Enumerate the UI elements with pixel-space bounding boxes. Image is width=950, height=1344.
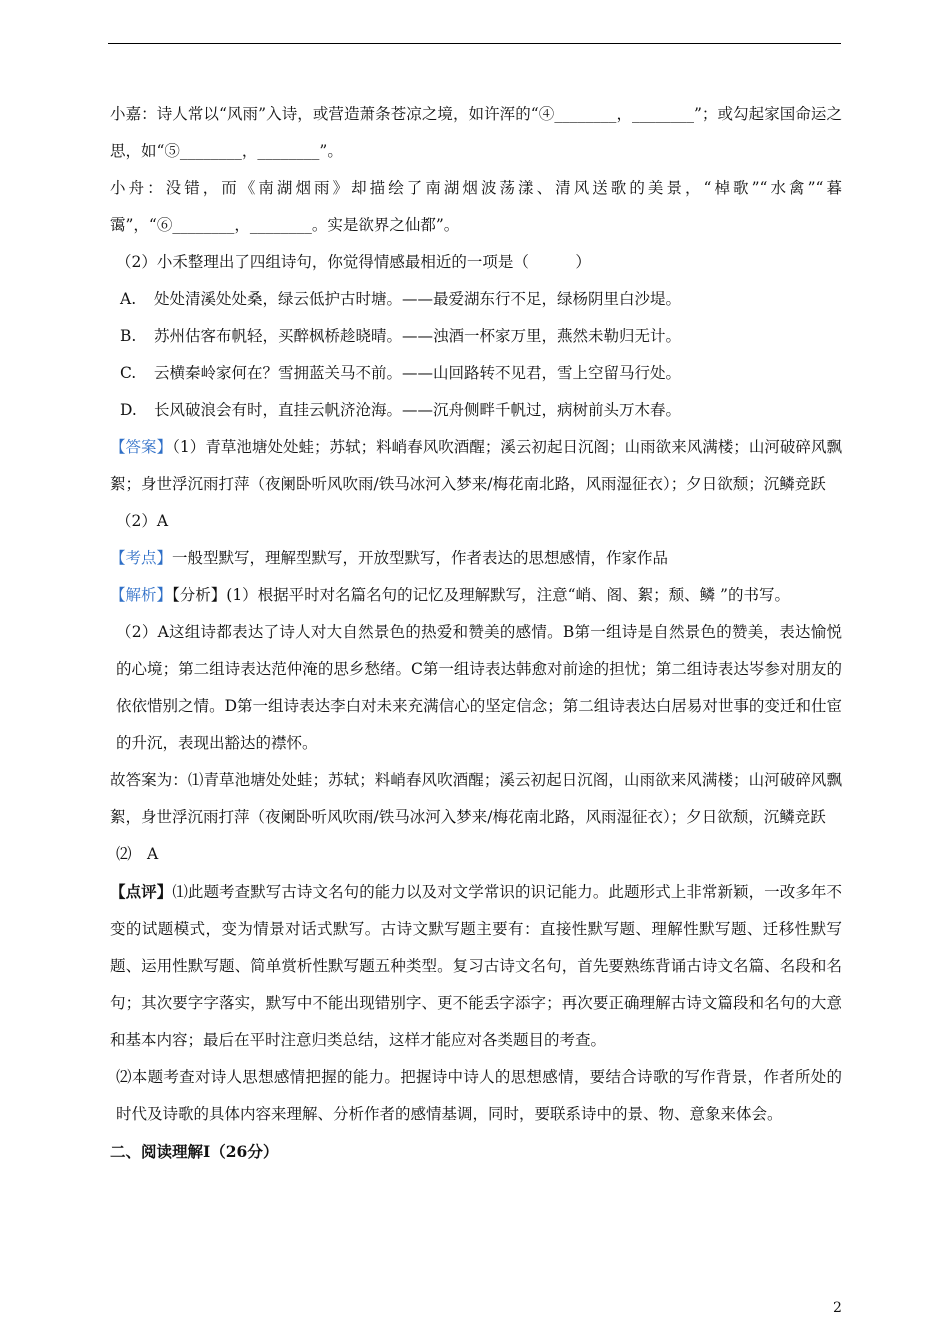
option-c (110, 355, 842, 392)
option-a (110, 281, 842, 318)
answer-block (110, 429, 842, 503)
header-rule (108, 43, 841, 44)
option-d (110, 392, 842, 429)
dialogue-xiaojia: 小嘉：诗人常以“风雨”入诗，或营造萧条苍凉之境，如许浑的“④________，________”；或勾起家国命运之思，如“⑤________，________”。 (110, 105, 842, 160)
jiexi-text-3: 故答案为：⑴青草池塘处处蛙；苏轼；料峭春风吹酒醒；溪云初起日沉阁，山雨欲来风满楼；山河破碎风飘絮，身世浮沉雨打萍（夜阑卧听风吹雨/铁马冰河入梦来/梅花南北路，风雨湿征衣）；夕日欲颓，沉鳞竞跃 (110, 771, 842, 826)
dianping-block (110, 873, 842, 1059)
answer-text-2: （2）A (116, 512, 169, 530)
kaodian-text: 一般型默写，理解型默写，开放型默写，作者表达的思想感情，作家作品 (172, 549, 669, 567)
page-content (110, 96, 842, 1170)
dianping-text-1: ⑴此题考查默写古诗文名句的能力以及对文学常识的识记能力。此题形式上非常新颖，一改多年不变的试题模式，变为情景对话式默写。古诗文默写题主要有：直接性默写题、理解性默写题、迁移性默写题、运用性默写题、简单赏析性默写题五种类型。复习古诗文名句，首先要熟练背诵古诗文名篇、名段和名句；其次要字字落实，默写中不能出现错别字、更不能丢字添字；再次要正确理解古诗文篇段和名句的大意和基本内容；最后在平时注意归类总结，这样才能应对各类题目的考查。 (110, 883, 842, 1049)
jiexi-text-1: 【分析】(1）根据平时对名篇名句的记忆及理解默写，注意“峭、阁、絮；颓、鳞 ”的书写。 (172, 586, 790, 604)
page-number: 2 (833, 1300, 842, 1316)
jiexi-tag: 【解析】 (110, 586, 173, 604)
kaodian-block (110, 540, 842, 577)
jiexi-text-4: ⑵ A (116, 845, 159, 863)
kaodian-tag: 【考点】 (110, 549, 173, 567)
answer-text-1: （1）青草池塘处处蛙；苏轼；料峭春风吹酒醒；溪云初起日沉阁；山雨欲来风满楼；山河破碎风飘絮；身世浮沉雨打萍（夜阑卧听风吹雨/铁马冰河入梦来/梅花南北路，风雨湿征衣）；夕日欲颓；沉鳞竞跃 (110, 438, 842, 493)
question2-stem: （2）小禾整理出了四组诗句，你觉得情感最相近的一项是（ ） (116, 253, 591, 271)
jiexi-text-2: （2）A这组诗都表达了诗人对大自然景色的热爱和赞美的感情。B第一组诗是自然景色的赞美，表达愉悦的心境；第二组诗表达范仲淹的思乡愁绪。C第一组诗表达韩愈对前途的担忧；第二组诗表达岑参对朋友的依依惜别之情。D第一组诗表达李白对未来充满信心的坚定信念；第二组诗表达白居易对世事的变迁和仕宦的升沉，表现出豁达的襟怀。 (116, 623, 842, 752)
answer-tag: 【答案】 (110, 438, 173, 456)
option-text: 苏州估客布帆轻，买醉枫桥趁晓晴。——浊酒一杯家万里，燕然未勒归无计。 (154, 327, 682, 345)
dialogue-xiaozhou: 小舟：没错，而《南湖烟雨》却描绘了南湖烟波荡漾、清风送歌的美景，“棹歌”“水禽”“暮霭”，“⑥________，________。实是欲界之仙都”。 (110, 179, 842, 234)
option-b (110, 318, 842, 355)
option-text: 云横秦岭家何在？雪拥蓝关马不前。——山回路转不见君，雪上空留马行处。 (154, 364, 682, 382)
option-text: 处处清溪处处桑，绿云低护古时塘。——最爱湖东行不足，绿杨阴里白沙堤。 (154, 290, 682, 308)
option-key: C. (120, 364, 137, 382)
section-title: 二、阅读理解Ⅰ（26分） (110, 1142, 279, 1161)
option-key: B. (120, 327, 137, 345)
option-key: D. (120, 401, 137, 419)
dianping-tag: 【点评】 (110, 882, 173, 901)
jiexi-block (110, 577, 842, 614)
option-text: 长风破浪会有时，直挂云帆济沧海。——沉舟侧畔千帆过，病树前头万木春。 (154, 401, 682, 419)
option-key: A. (120, 290, 137, 308)
dianping-text-2: ⑵本题考查对诗人思想感情把握的能力。把握诗中诗人的思想感情，要结合诗歌的写作背景，作者所处的时代及诗歌的具体内容来理解、分析作者的感情基调，同时，要联系诗中的景、物、意象来体会。 (116, 1068, 842, 1123)
